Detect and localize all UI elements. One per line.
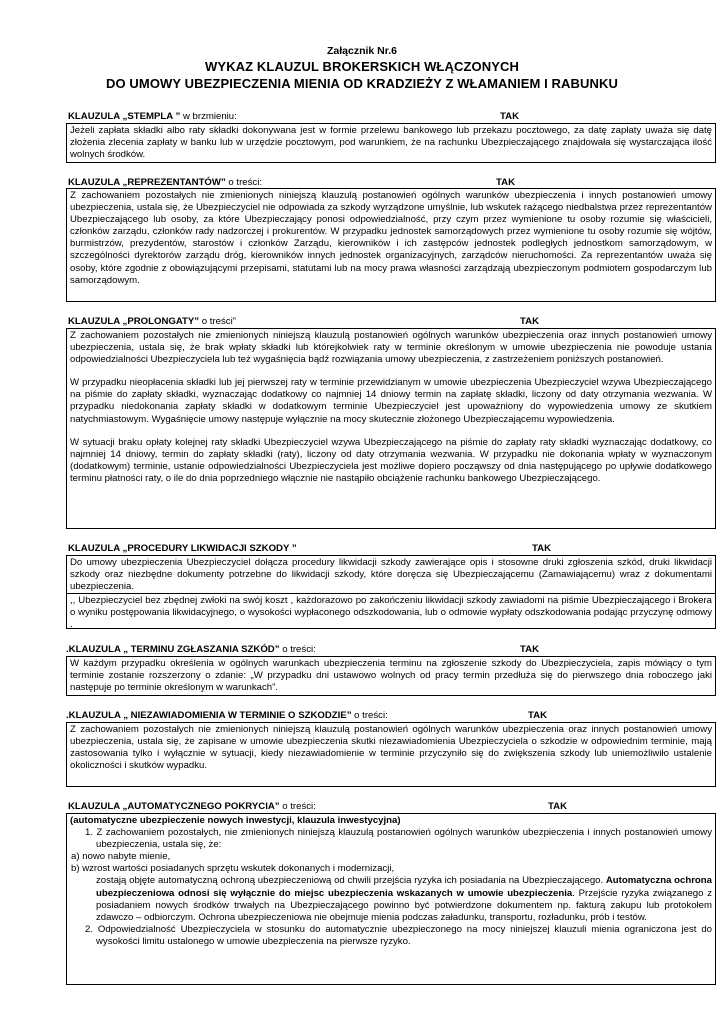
clause-niezawiadomienia-suffix: o treści:	[351, 710, 388, 721]
clause-niezawiadomienia-text	[66, 722, 716, 787]
clause-stempla-text	[66, 123, 716, 163]
document-title-line2: DO UMOWY UBEZPIECZENIA MIENIA OD KRADZIEŻY Z WŁAMANIEM I RABUNKU	[106, 76, 618, 91]
clause-automatycznego-item-1: 1. Z zachowaniem pozostałych, nie zmienionych niniejszą klauzulą postanowień ogólnych warunków ubezpieczenia i innych postanowień umowy ubezpieczenia, ustala się, że:	[85, 827, 712, 851]
clause-automatycznego-heading	[68, 801, 316, 812]
clause-automatycznego-cont-rest: . Przejście ryzyka związanego z posiadaniem nowych środków trwałych na Ubezpieczającego powinno być potwierdzone dokumentem np. fakturą zakupu lub protokołem zdawczo – odbiorczym. Ochrona ubezpieczeniowa nie obejmuje mienia podczas załadunku, transportu, rozładunku, prób i testów.	[96, 887, 712, 923]
clause-niezawiadomienia-tak: TAK	[528, 710, 548, 721]
clause-reprezentantow-heading	[68, 177, 262, 188]
clause-stempla-suffix: w brzmieniu:	[180, 111, 237, 122]
clause-automatycznego-cont-plain: zostają objęte automatyczną ochroną ubezpieczeniową od chwili przejścia ryzyka ich posiadania na Ubezpieczającego.	[96, 875, 606, 887]
clause-terminu-title: .KLAUZULA „ TERMINU ZGŁASZANIA SZKÓD”	[66, 644, 280, 655]
clause-prolongaty-paragraph-3: W sytuacji braku opłaty kolejnej raty składki Ubezpieczyciel wzywa Ubezpieczającego na piśmie do zapłaty raty składki wyznaczając dodatkowy, co najmniej 14 dniowy, termin do zapłaty składki (raty), liczony od daty otrzymania wezwania. W przypadku nie dokonania wpłaty w wyznaczonym (dodatkowym) terminie, ustanie odpowiedzialności Ubezpieczyciela jest możliwe dopiero począwszy od dnia następującego po upływie dodatkowego terminu płatności raty, o ile do dnia poprzedniego włącznie nie nastąpiło obciążenie rachunku bankowego Ubezpieczającego.	[70, 436, 712, 484]
clause-reprezentantow-text	[66, 188, 716, 302]
clause-reprezentantow-suffix: o treści:	[225, 177, 263, 188]
clause-automatycznego-subtitle: (automatyczne ubezpieczenie nowych inwestycji, klauzula inwestycyjna)	[70, 815, 401, 826]
clause-stempla-tak: TAK	[500, 111, 520, 122]
clause-automatycznego-item-2: 2. Odpowiedzialność Ubezpieczyciela w stosunku do automatycznie ubezpieczonego na mocy niniejszej klauzuli mienia ograniczona jest do wysokości limitu ustalonego w umowie ubezpieczenia na pierwsze ryzyko.	[85, 923, 712, 947]
clause-automatycznego-tak: TAK	[548, 801, 568, 812]
clause-likwidacji-text	[66, 555, 716, 629]
clause-stempla-title: KLAUZULA „STEMPLA ”	[68, 111, 181, 122]
clause-prolongaty-paragraph-1: Z zachowaniem pozostałych nie zmienionych niniejszą klauzulą postanowień ogólnych warunków ubezpieczenia oraz innych postanowień umowy ubezpieczenia, ustala się, że brak wpłaty składki lub którejkolwiek raty w terminie określonym w umowie ubezpieczenia nie powoduje ustania odpowiedzialności Ubezpieczyciela lub też wygaśnięcia bądź rozwiązania umowy ubezpieczenia, z zastrzeżeniem poniższych postanowień.	[70, 330, 712, 366]
clause-stempla-paragraph: Jeżeli zapłata składki albo raty składki dokonywana jest w formie przelewu bankowego lub przekazu pocztowego, za datę zapłaty uważa się datę złożenia zlecenia zapłaty w banku lub w urzędzie pocztowym, pod warunkiem, że na rachunku Ubezpieczającego znajdowała się wystarczająca ilość wolnych środków.	[70, 125, 712, 161]
clause-prolongaty-text	[66, 328, 716, 529]
clause-reprezentantow-tak: TAK	[496, 177, 516, 188]
clause-likwidacji-paragraph-2: ,, Ubezpieczyciel bez zbędnej zwłoki na swój koszt , każdorazowo po zakończeniu likwidacji szkody zawiadomi na piśmie Ubezpieczającego i Brokera o wyniku postępowania likwidacyjnego, o wysokości wypłaconego odszkodowania, lub o odmowie wypłaty odszkodowania podając przyczynę odmowy .	[70, 595, 712, 631]
clause-reprezentantow-title: KLAUZULA „REPREZENTANTÓW”	[68, 177, 226, 188]
clause-automatycznego-cont-bold: Automatyczna ochrona ubezpieczeniowa odnosi się wyłącznie do miejsc ubezpieczenia wskazanych w umowie ubezpieczenia	[96, 875, 712, 899]
clause-prolongaty-heading	[68, 316, 236, 327]
clause-prolongaty-title: KLAUZULA „PROLONGATY”	[68, 316, 200, 327]
clause-niezawiadomienia-title: .KLAUZULA „ NIEZAWIADOMIENIA W TERMINIE O SZKODZIE”	[66, 710, 352, 721]
clause-prolongaty-suffix: o treści”	[199, 316, 236, 327]
attachment-label: Załącznik Nr.6	[326, 45, 398, 57]
clause-automatycznego-continuation	[70, 875, 712, 923]
clause-likwidacji-paragraph-1: Do umowy ubezpieczenia Ubezpieczyciel dołącza procedury likwidacji szkody zawierające opis i stosowne druki zgłoszenia szkód, druki likwidacji szkody oraz niezbędne dokumenty potrzebne do likwidacji szkody, które doręcza się Ubezpieczającemu (Zamawiającemu) wraz z dokumentami ubezpieczenia.	[70, 557, 712, 593]
clause-likwidacji-tak: TAK	[532, 543, 552, 554]
clause-automatycznego-item-a: a) nowo nabyte mienie,	[71, 851, 171, 863]
clause-automatycznego-title: KLAUZULA „AUTOMATYCZNEGO POKRYCIA”	[68, 801, 280, 812]
clause-niezawiadomienia-paragraph: Z zachowaniem pozostałych nie zmienionych niniejszą klauzulą postanowień ogólnych warunków ubezpieczenia oraz innych postanowień umowy ubezpieczenia, ustala się, że zapisane w umowie ubezpieczenia skutki niezawiadomienia Ubezpieczyciela o szkodzie w odpowiednim terminie, mają zastosowania tylko i wyłącznie w sytuacji, kiedy niezawiadomienie w terminie przyczyniło się do zwiększenia szkody lub uniemożliwiło ustalenie okoliczności i skutków wypadku.	[70, 724, 712, 772]
clause-prolongaty-paragraph-2: W przypadku nieopłacenia składki lub jej pierwszej raty w terminie przewidzianym w umowie ubezpieczenia Ubezpieczyciel wzywa Ubezpieczającego na piśmie do zapłaty składki, wyznaczając dodatkowy co najmniej 14 dniowy termin na zapłatę składki, liczony od daty otrzymania wezwania. W przypadku niedokonania zapłaty składki w dodatkowym terminie Ubezpieczyciel jest upoważniony do wypowiedzenia umowy ze skutkiem natychmiastowym. Wygaśnięcie umowy następuje wyłącznie na mocy skutecznie złożonego Ubezpieczającemu wypowiedzenia.	[70, 377, 712, 425]
clause-terminu-paragraph: W każdym przypadku określenia w ogólnych warunkach ubezpieczenia terminu na zgłoszenie szkody do Ubezpieczyciela, zapis mówiący o tym terminie zostanie rozszerzony o zdanie: „W przypadku dni ustawowo wolnych od pracy termin przedłuża się do pierwszego dnia roboczego jaki następuje po terminie określonym w warunkach”.	[70, 658, 712, 694]
clause-automatycznego-suffix: o treści:	[279, 801, 316, 812]
clause-terminu-tak: TAK	[520, 644, 540, 655]
clause-prolongaty-tak: TAK	[520, 316, 540, 327]
clause-automatycznego-item-b: b) wzrost wartości posiadanych sprzętu wskutek dokonanych i modernizacji,	[71, 863, 395, 875]
clause-terminu-heading	[66, 644, 316, 655]
clause-niezawiadomienia-heading	[66, 710, 388, 721]
clause-automatycznego-text	[66, 813, 716, 985]
document-title-line1: WYKAZ KLAUZUL BROKERSKICH WŁĄCZONYCH	[205, 59, 519, 74]
clause-likwidacji-heading	[68, 543, 297, 554]
clause-terminu-text	[66, 656, 716, 696]
clause-stempla-heading	[68, 111, 237, 122]
clause-reprezentantow-paragraph: Z zachowaniem pozostałych nie zmienionych niniejszą klauzulą postanowień ogólnych warunków ubezpieczenia i innych postanowień umowy ubezpieczenia, ustala się, że Ubezpieczyciel nie odpowiada za szkody wyrządzone umyślnie, lub wskutek rażącego niedbalstwa przez reprezentantów Ubezpieczającego lub osoby, za które Ubezpieczający ponosi odpowiedzialność, przy czym przez wymienione tu osoby rozumie się właścicieli, członków zarządu, członków rady nadzorczej i prokurentów. W przypadku jednostek samorządowych przez wymienione tu osoby rozumie się wójtów, burmistrzów, prezydentów, starostów i członków Zarządu, kierowników i ich zastępców jednostek podległych jednostkom samorządowym, w szczególności dyrektorów zarządu dróg, kierowników innych jednostek organizacyjnych, zarządców nieruchomości. Za reprezentantów uważa się osoby, które zgodnie z obowiązującymi przepisami, statutami lub na mocy prawa własności zarządzają ubezpieczonym podmiotem gospodarczym lub samorządowym.	[70, 190, 712, 286]
clause-likwidacji-title: KLAUZULA „PROCEDURY LIKWIDACJI SZKODY ”	[68, 543, 297, 554]
clause-terminu-suffix: o treści:	[279, 644, 316, 655]
